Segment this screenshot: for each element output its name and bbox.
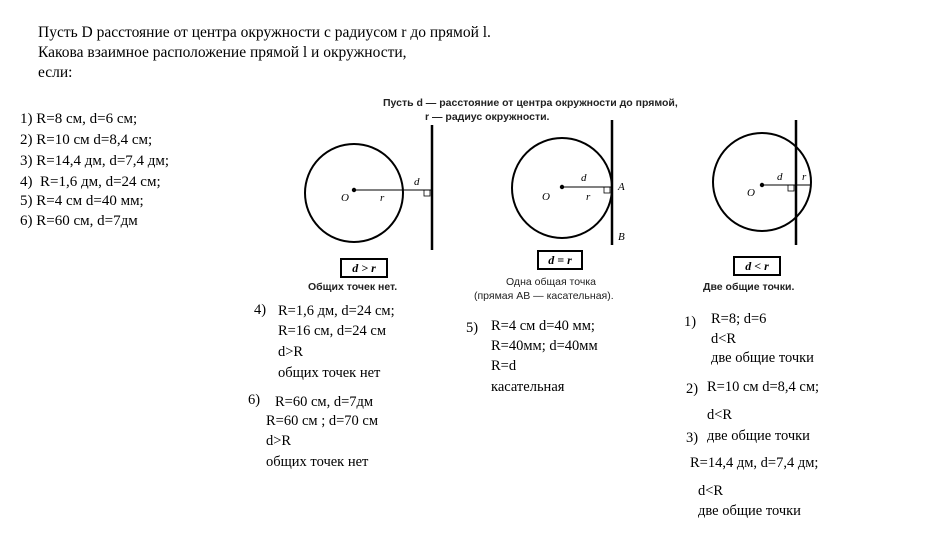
diagram-tangent: [512, 120, 625, 245]
task-item: 2) R=10 см d=8,4 см;: [20, 132, 153, 148]
label-d: d: [581, 172, 587, 184]
label-b: B: [618, 231, 625, 243]
label-o: O: [341, 192, 349, 204]
label-o: O: [747, 187, 755, 199]
label-d: d: [777, 171, 783, 183]
caption-two-points: Две общие точки.: [703, 281, 795, 293]
figure-header-2: r — радиус окружности.: [425, 111, 550, 123]
title-line-1: Пусть D расстояние от центра окружности с радиусом r до прямой l.: [38, 24, 491, 41]
label-a: A: [618, 181, 625, 193]
task-item: 1) R=8 см, d=6 см;: [20, 111, 138, 127]
caption-no-points: Общих точек нет.: [308, 281, 398, 293]
title-line-2: Какова взаимное расположение прямой l и окружности,: [38, 44, 407, 61]
condition-box-d-lt-r: d < r: [733, 256, 781, 276]
label-o: O: [542, 191, 550, 203]
figure-header-1: Пусть d — расстояние от центра окружности до прямой,: [383, 97, 678, 109]
condition-box-d-gt-r: d > r: [340, 258, 388, 278]
task-item: 6) R=60 см, d=7дм: [20, 213, 138, 229]
diagram-no-intersection: [305, 125, 432, 250]
title-line-3: если:: [38, 64, 73, 81]
condition-box-d-eq-r: d = r: [537, 250, 583, 270]
diagram-two-points: [713, 120, 811, 245]
task-item: 3) R=14,4 дм, d=7,4 дм;: [20, 153, 170, 169]
label-d: d: [414, 176, 420, 188]
task-item: 5) R=4 см d=40 мм;: [20, 193, 144, 209]
label-r: r: [380, 192, 385, 204]
task-item: 4) R=1,6 дм, d=24 см;: [20, 174, 161, 190]
caption-one-point: Одна общая точка: [506, 276, 596, 288]
label-r: r: [586, 191, 591, 203]
label-r: r: [802, 171, 807, 183]
caption-tangent: (прямая AB — касательная).: [474, 290, 614, 302]
